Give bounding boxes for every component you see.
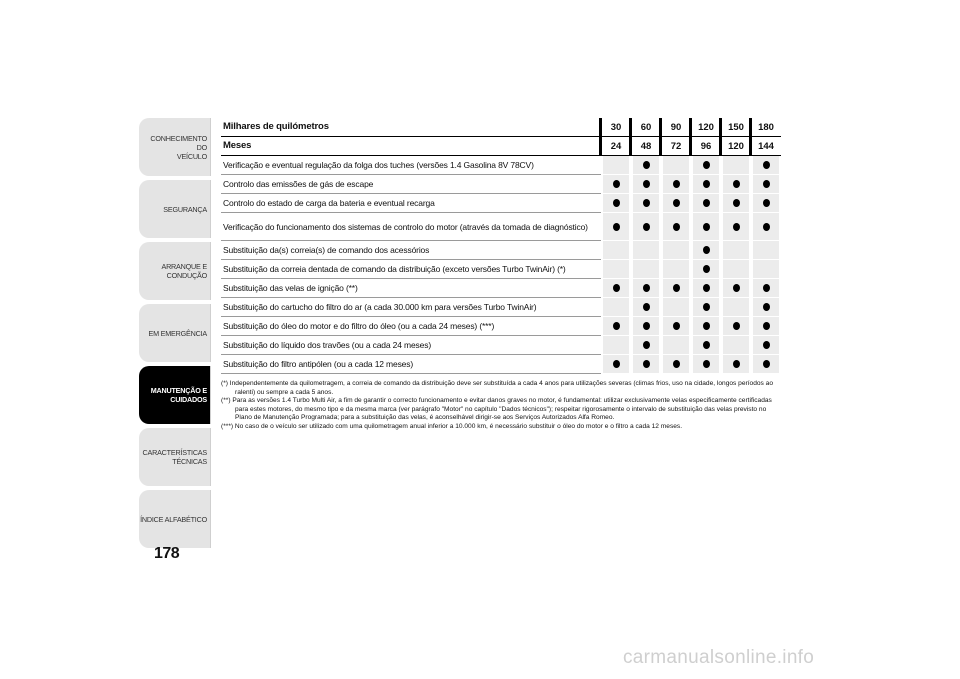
service-required-dot xyxy=(643,303,650,311)
interval-cell xyxy=(663,260,689,278)
interval-cell xyxy=(753,298,779,316)
interval-cell xyxy=(603,241,629,259)
interval-cell xyxy=(603,279,629,297)
service-item-label: Substituição do filtro antipólen (ou a cada 12 meses) xyxy=(223,359,414,369)
interval-cell xyxy=(693,355,719,373)
interval-cell xyxy=(753,260,779,278)
service-required-dot xyxy=(703,303,710,311)
interval-cell xyxy=(603,260,629,278)
table-row xyxy=(221,355,781,374)
interval-cell xyxy=(603,317,629,335)
interval-cell xyxy=(633,317,659,335)
interval-cell xyxy=(693,317,719,335)
interval-cell xyxy=(693,213,719,240)
interval-cell xyxy=(723,355,749,373)
interval-cell xyxy=(633,298,659,316)
service-required-dot xyxy=(703,246,710,254)
service-required-dot xyxy=(643,180,650,188)
column-separator xyxy=(749,118,752,136)
interval-cell xyxy=(663,194,689,212)
table-row xyxy=(221,336,781,355)
interval-cells xyxy=(603,241,781,259)
header-row-km xyxy=(221,118,781,137)
service-item-label: Substituição das velas de ignição (**) xyxy=(223,283,358,293)
service-required-dot xyxy=(613,322,620,330)
service-required-dot xyxy=(703,284,710,292)
interval-cell xyxy=(603,355,629,373)
table-row xyxy=(221,279,781,298)
header-cell: 96 xyxy=(700,140,712,152)
interval-cell xyxy=(723,156,749,174)
service-required-dot xyxy=(703,341,710,349)
interval-cell xyxy=(633,355,659,373)
table-row xyxy=(221,317,781,336)
interval-cell xyxy=(753,279,779,297)
column-separator xyxy=(689,118,692,136)
interval-cells xyxy=(603,355,781,373)
header-km-label: Milhares de quilómetros xyxy=(223,121,329,132)
interval-cell xyxy=(633,194,659,212)
watermark: carmanualsonline.info xyxy=(623,647,815,668)
sidebar-tab-5[interactable] xyxy=(139,428,211,486)
interval-cell xyxy=(693,194,719,212)
interval-cells xyxy=(603,213,781,240)
interval-cell xyxy=(663,175,689,193)
service-required-dot xyxy=(763,161,770,169)
row-divider xyxy=(221,373,601,374)
service-required-dot xyxy=(643,161,650,169)
header-cell: 90 xyxy=(670,121,682,133)
service-item-label: Substituição da(s) correia(s) de comando dos acessórios xyxy=(223,245,430,255)
service-item-label: Controlo das emissões de gás de escape xyxy=(223,179,374,189)
header-row-months xyxy=(221,137,781,156)
sidebar-tab-2[interactable] xyxy=(139,242,211,300)
header-cell: 30 xyxy=(610,121,622,133)
interval-cell xyxy=(723,194,749,212)
service-required-dot xyxy=(643,360,650,368)
service-required-dot xyxy=(733,360,740,368)
interval-cell xyxy=(723,213,749,240)
interval-cell xyxy=(663,279,689,297)
header-cell: 180 xyxy=(758,121,774,133)
interval-cell xyxy=(753,355,779,373)
footnotes xyxy=(221,380,781,432)
service-required-dot xyxy=(763,303,770,311)
interval-cell xyxy=(723,336,749,354)
service-required-dot xyxy=(703,180,710,188)
interval-cell xyxy=(603,298,629,316)
interval-cell xyxy=(753,241,779,259)
service-required-dot xyxy=(733,322,740,330)
service-required-dot xyxy=(643,341,650,349)
service-required-dot xyxy=(763,284,770,292)
table-row xyxy=(221,194,781,213)
sidebar-tab-0[interactable] xyxy=(139,118,211,176)
table-row xyxy=(221,156,781,175)
header-cell: 120 xyxy=(698,121,714,133)
service-required-dot xyxy=(643,284,650,292)
sidebar-tab-label: ARRANQUE E CONDUÇÃO xyxy=(161,262,207,280)
sidebar-tab-1[interactable] xyxy=(139,180,211,238)
header-cell: 48 xyxy=(640,140,652,152)
interval-cell xyxy=(663,355,689,373)
interval-cell xyxy=(603,156,629,174)
maintenance-schedule-table xyxy=(221,118,781,374)
interval-cell xyxy=(633,336,659,354)
sidebar-tab-label: CARACTERÍSTICAS TÉCNICAS xyxy=(142,448,207,466)
interval-cell xyxy=(693,156,719,174)
service-required-dot xyxy=(733,284,740,292)
interval-cell xyxy=(693,241,719,259)
table-row xyxy=(221,260,781,279)
interval-cell xyxy=(663,213,689,240)
sidebar-tab-3[interactable] xyxy=(139,304,211,362)
column-separator xyxy=(659,137,662,155)
footnote-1: (*) Independentemente da quilometragem, a correia de comando da distribuição deve ser substituída a cada 4 anos para utilizações severas (climas frios, uso na cidade, longos períodos ao ralenti) ou sempre a cada 5 anos. xyxy=(221,380,773,396)
service-required-dot xyxy=(673,223,680,231)
interval-cell xyxy=(723,317,749,335)
interval-cell xyxy=(693,298,719,316)
table-row xyxy=(221,241,781,260)
service-required-dot xyxy=(763,341,770,349)
interval-cells xyxy=(603,279,781,297)
service-required-dot xyxy=(763,199,770,207)
service-required-dot xyxy=(703,322,710,330)
service-required-dot xyxy=(613,223,620,231)
sidebar-tab-label: EM EMERGÊNCIA xyxy=(148,328,207,338)
service-required-dot xyxy=(763,223,770,231)
interval-cell xyxy=(633,175,659,193)
interval-cell xyxy=(693,260,719,278)
table-row xyxy=(221,175,781,194)
service-required-dot xyxy=(673,199,680,207)
interval-cells xyxy=(603,317,781,335)
interval-cell xyxy=(753,317,779,335)
interval-cell xyxy=(633,260,659,278)
header-cell: 72 xyxy=(670,140,682,152)
interval-cell xyxy=(723,260,749,278)
service-required-dot xyxy=(643,223,650,231)
header-cell: 60 xyxy=(640,121,652,133)
interval-cell xyxy=(633,279,659,297)
interval-cell xyxy=(633,241,659,259)
interval-cells xyxy=(603,194,781,212)
interval-cell xyxy=(723,175,749,193)
service-item-label: Verificação do funcionamento dos sistemas de controlo do motor (através da tomada de diagnóstico) xyxy=(223,221,588,232)
service-item-label: Substituição do óleo do motor e do filtro do óleo (ou a cada 24 meses) (***) xyxy=(223,321,495,331)
interval-cell xyxy=(753,194,779,212)
column-separator xyxy=(689,137,692,155)
interval-cell xyxy=(663,298,689,316)
service-required-dot xyxy=(703,161,710,169)
interval-cell xyxy=(753,175,779,193)
column-separator xyxy=(629,118,632,136)
header-cell: 24 xyxy=(610,140,622,152)
interval-cell xyxy=(693,336,719,354)
header-cell: 150 xyxy=(728,121,744,133)
column-separator xyxy=(749,137,752,155)
service-required-dot xyxy=(613,199,620,207)
interval-cell xyxy=(603,213,629,240)
column-separator xyxy=(599,137,602,155)
interval-cell xyxy=(723,279,749,297)
sidebar-tab-label: CONHECIMENTO DO VEÍCULO xyxy=(150,133,207,161)
interval-cell xyxy=(663,156,689,174)
interval-cell xyxy=(723,298,749,316)
header-km-values xyxy=(603,118,781,136)
sidebar-tab-4[interactable] xyxy=(139,366,211,424)
service-required-dot xyxy=(733,199,740,207)
service-required-dot xyxy=(673,180,680,188)
header-cell: 144 xyxy=(758,140,774,152)
service-required-dot xyxy=(673,360,680,368)
table-body xyxy=(221,156,781,374)
interval-cell xyxy=(753,213,779,240)
footnote-2: (**) Para as versões 1.4 Turbo Multi Air, a fim de garantir o correcto funcionamento e evitar danos graves no motor, é fundamental: utilizar exclusivamente velas especificamente certificadas para estes motores, do mesmo tipo e da mesma marca (ver parágrafo "Motor" no capítulo "Dados técnicos"); respeitar rigorosamente o intervalo de substituição das velas previsto no Plano de Manutenção Programada; para a substituição das velas, é aconselhável dirigir-se aos Serviços Autorizados Alfa Romeo. xyxy=(221,397,772,422)
column-separator xyxy=(599,118,602,136)
sidebar-tab-6[interactable] xyxy=(139,490,211,548)
service-required-dot xyxy=(763,322,770,330)
service-required-dot xyxy=(673,284,680,292)
header-cell: 120 xyxy=(728,140,744,152)
header-months-values xyxy=(603,137,781,155)
interval-cell xyxy=(603,175,629,193)
interval-cells xyxy=(603,156,781,174)
interval-cell xyxy=(663,317,689,335)
interval-cell xyxy=(633,156,659,174)
table-row xyxy=(221,213,781,241)
service-item-label: Substituição do líquido dos travões (ou a cada 24 meses) xyxy=(223,340,432,350)
interval-cell xyxy=(753,156,779,174)
interval-cell xyxy=(633,213,659,240)
interval-cells xyxy=(603,336,781,354)
service-required-dot xyxy=(703,223,710,231)
footnote-3: (***) No caso de o veículo ser utilizado com uma quilometragem anual inferior a 10.000 km, é necessário substituir o óleo do motor e o filtro a cada 12 meses. xyxy=(221,422,683,430)
column-separator xyxy=(629,137,632,155)
sidebar-tab-label: MANUTENÇÃO E CUIDADOS xyxy=(150,386,207,404)
service-item-label: Substituição do cartucho do filtro do ar (a cada 30.000 km para versões Turbo TwinAir) xyxy=(223,302,537,312)
interval-cell xyxy=(753,336,779,354)
service-required-dot xyxy=(613,360,620,368)
service-required-dot xyxy=(643,199,650,207)
header-months-label: Meses xyxy=(223,140,252,151)
service-required-dot xyxy=(763,180,770,188)
service-required-dot xyxy=(733,223,740,231)
interval-cell xyxy=(663,241,689,259)
service-item-label: Verificação e eventual regulação da folga dos tuches (versões 1.4 Gasolina 8V 78CV) xyxy=(223,160,534,170)
service-required-dot xyxy=(613,284,620,292)
interval-cell xyxy=(693,279,719,297)
interval-cells xyxy=(603,260,781,278)
service-required-dot xyxy=(703,360,710,368)
table-row xyxy=(221,298,781,317)
service-required-dot xyxy=(703,265,710,273)
page-number: 178 xyxy=(154,545,180,562)
service-item-label: Substituição da correia dentada de comando da distribuição (exceto versões Turbo TwinAir) (*) xyxy=(223,264,566,274)
interval-cell xyxy=(603,336,629,354)
service-required-dot xyxy=(763,360,770,368)
sidebar-tab-label: SEGURANÇA xyxy=(163,204,207,214)
column-separator xyxy=(719,118,722,136)
column-separator xyxy=(659,118,662,136)
sidebar-tab-label: ÍNDICE ALFABÉTICO xyxy=(140,514,207,524)
column-separator xyxy=(719,137,722,155)
interval-cell xyxy=(693,175,719,193)
service-required-dot xyxy=(643,322,650,330)
interval-cell xyxy=(663,336,689,354)
service-required-dot xyxy=(613,180,620,188)
interval-cells xyxy=(603,298,781,316)
interval-cell xyxy=(723,241,749,259)
service-required-dot xyxy=(673,322,680,330)
service-required-dot xyxy=(733,180,740,188)
service-item-label: Controlo do estado de carga da bateria e eventual recarga xyxy=(223,198,435,208)
interval-cell xyxy=(603,194,629,212)
interval-cells xyxy=(603,175,781,193)
service-required-dot xyxy=(703,199,710,207)
